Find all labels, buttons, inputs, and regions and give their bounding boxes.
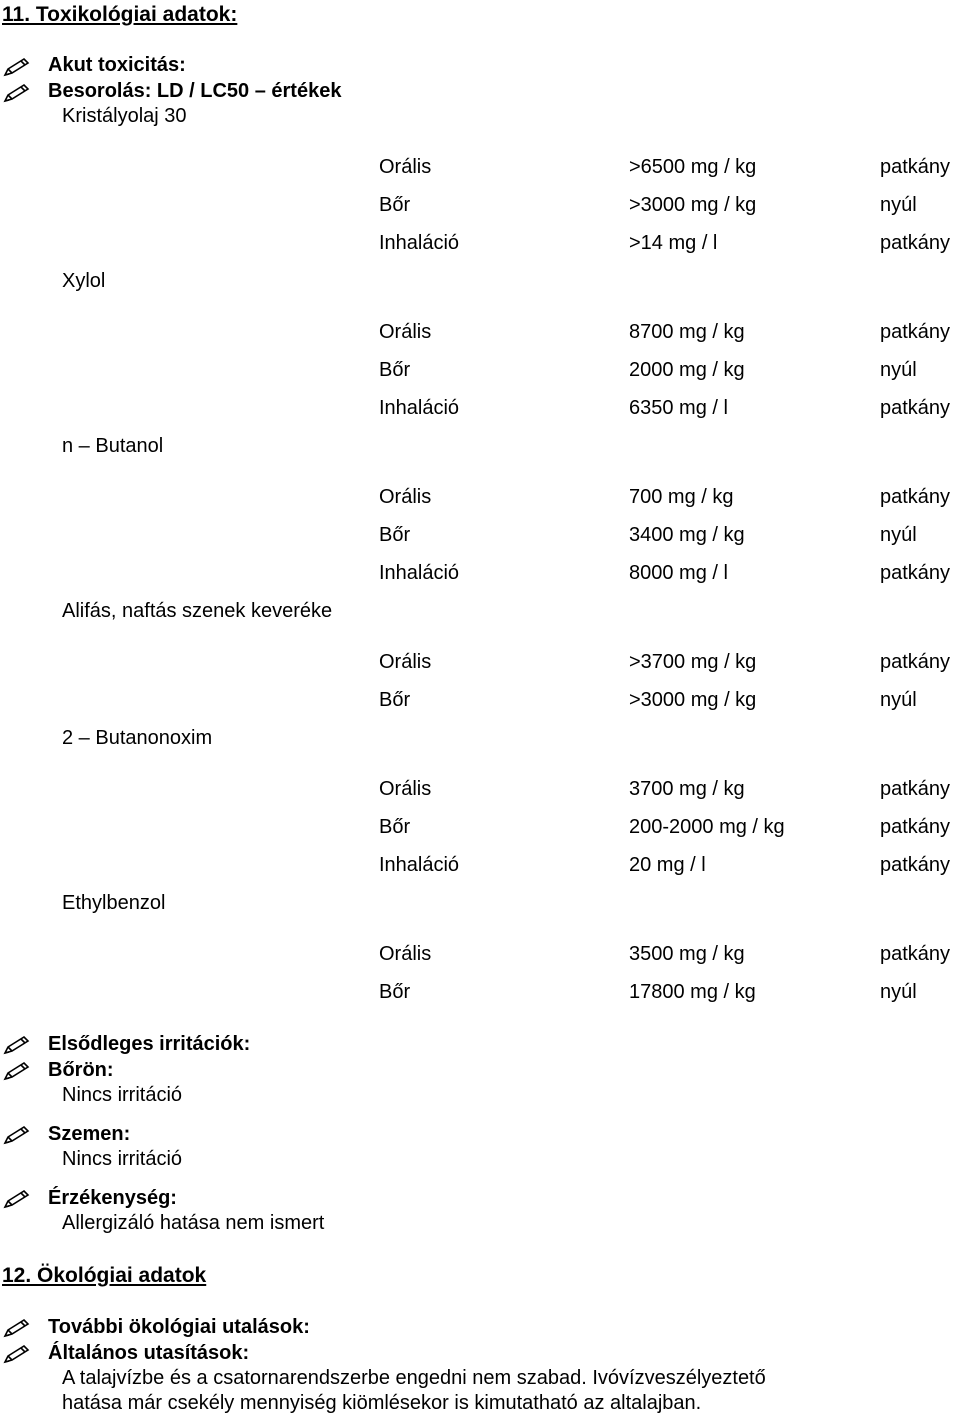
- pencil-icon: [2, 1317, 32, 1339]
- sensitization-label: Érzékenység:: [48, 1187, 177, 1209]
- ecology-text-line: hatása már csekély mennyiség kiömlésekor is kimutatható az altalajban.: [62, 1392, 702, 1414]
- species-cell: patkány: [880, 486, 951, 508]
- species-cell: nyúl: [880, 524, 917, 546]
- value-cell: >14 mg / l: [629, 232, 718, 254]
- general-instructions-label: Általános utasítások:: [48, 1342, 250, 1364]
- sensitization-value: Allergizáló hatása nem ismert: [62, 1212, 325, 1234]
- route-cell: Bőr: [379, 524, 411, 546]
- substance-name: 2 – Butanonoxim: [62, 727, 213, 749]
- route-cell: Bőr: [379, 689, 411, 711]
- ecology-text-line: A talajvízbe és a csatornarendszerbe engedni nem szabad. Ivóvízveszélyeztető: [62, 1367, 766, 1389]
- route-cell: Orális: [379, 486, 432, 508]
- species-cell: nyúl: [880, 981, 917, 1003]
- classification-label: Besorolás: LD / LC50 – értékek: [48, 80, 342, 102]
- pencil-icon: [2, 1188, 32, 1210]
- value-cell: >3700 mg / kg: [629, 651, 757, 673]
- value-cell: >6500 mg / kg: [629, 156, 757, 178]
- value-cell: 8000 mg / l: [629, 562, 728, 584]
- value-cell: 2000 mg / kg: [629, 359, 745, 381]
- route-cell: Orális: [379, 943, 432, 965]
- pencil-icon: [2, 82, 32, 104]
- value-cell: 3400 mg / kg: [629, 524, 745, 546]
- value-cell: 3500 mg / kg: [629, 943, 745, 965]
- value-cell: >3000 mg / kg: [629, 689, 757, 711]
- eye-label: Szemen:: [48, 1123, 131, 1145]
- route-cell: Bőr: [379, 816, 411, 838]
- route-cell: Orális: [379, 321, 432, 343]
- species-cell: patkány: [880, 156, 951, 178]
- species-cell: patkány: [880, 321, 951, 343]
- value-cell: 6350 mg / l: [629, 397, 728, 419]
- species-cell: patkány: [880, 816, 951, 838]
- route-cell: Orális: [379, 778, 432, 800]
- substance-name: Xylol: [62, 270, 106, 292]
- species-cell: patkány: [880, 854, 951, 876]
- route-cell: Inhaláció: [379, 854, 460, 876]
- species-cell: patkány: [880, 778, 951, 800]
- species-cell: nyúl: [880, 359, 917, 381]
- eye-value: Nincs irritáció: [62, 1148, 183, 1170]
- value-cell: 3700 mg / kg: [629, 778, 745, 800]
- pencil-icon: [2, 1034, 32, 1056]
- substance-name: Alifás, naftás szenek keveréke: [62, 600, 333, 622]
- value-cell: 700 mg / kg: [629, 486, 734, 508]
- value-cell: 200-2000 mg / kg: [629, 816, 785, 838]
- product-name: Kristályolaj 30: [62, 105, 187, 127]
- value-cell: 17800 mg / kg: [629, 981, 756, 1003]
- further-ecology-label: További ökológiai utalások:: [48, 1316, 310, 1338]
- pencil-icon: [2, 1124, 32, 1146]
- route-cell: Inhaláció: [379, 562, 460, 584]
- route-cell: Inhaláció: [379, 232, 460, 254]
- species-cell: nyúl: [880, 194, 917, 216]
- value-cell: >3000 mg / kg: [629, 194, 757, 216]
- skin-label: Bőrön:: [48, 1059, 114, 1081]
- primary-irritation-label: Elsődleges irritációk:: [48, 1033, 251, 1055]
- route-cell: Orális: [379, 156, 432, 178]
- acute-toxicity-label: Akut toxicitás:: [48, 54, 186, 76]
- species-cell: patkány: [880, 562, 951, 584]
- route-cell: Orális: [379, 651, 432, 673]
- species-cell: nyúl: [880, 689, 917, 711]
- species-cell: patkány: [880, 232, 951, 254]
- pencil-icon: [2, 1060, 32, 1082]
- species-cell: patkány: [880, 943, 951, 965]
- substance-name: Ethylbenzol: [62, 892, 166, 914]
- route-cell: Bőr: [379, 194, 411, 216]
- section-title-ecology: 12. Ökológiai adatok: [2, 1264, 207, 1287]
- route-cell: Bőr: [379, 981, 411, 1003]
- species-cell: patkány: [880, 397, 951, 419]
- pencil-icon: [2, 1343, 32, 1365]
- route-cell: Inhaláció: [379, 397, 460, 419]
- section-title-toxicology: 11. Toxikológiai adatok:: [2, 3, 238, 26]
- route-cell: Bőr: [379, 359, 411, 381]
- substance-name: n – Butanol: [62, 435, 164, 457]
- pencil-icon: [2, 56, 32, 78]
- value-cell: 20 mg / l: [629, 854, 706, 876]
- species-cell: patkány: [880, 651, 951, 673]
- skin-value: Nincs irritáció: [62, 1084, 183, 1106]
- value-cell: 8700 mg / kg: [629, 321, 745, 343]
